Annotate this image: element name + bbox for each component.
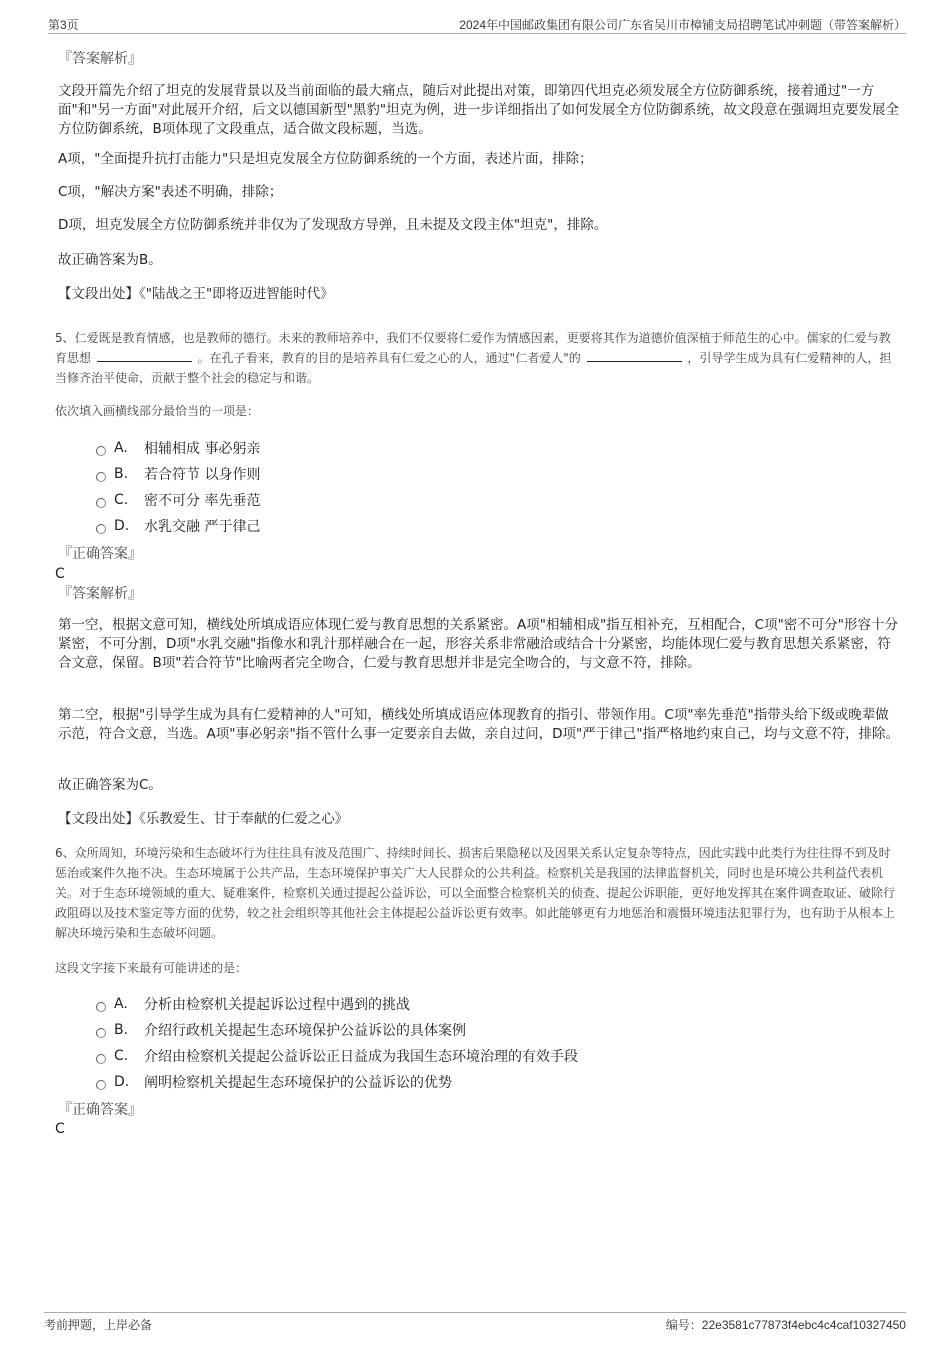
q6-correct-label: 『正确答案』 xyxy=(58,1102,142,1118)
q5-prompt: 依次填入画横线部分最恰当的一项是： xyxy=(55,404,260,418)
q5-analysis-paragraph: 第一空，根据文意可知，横线处所填成语应体现仁爱与教育思想的关系紧密。A项"相辅相成"指互相补充，互相配合，C项"密不可分"形容十分紧密，不可分割，D项"水乳交融"指像水和乳汁那样融合在一起，形容关系非常融洽或结合十分紧密，均能体现仁爱与教育思想关系紧密，符合文意，保留。B项"若合符节"比喻两者完全吻合，仁爱与教育思想并非是完全吻合的，与文意不符，排除。 xyxy=(58,617,898,671)
q5-option-b[interactable]: B. 若合符节 以身作则 xyxy=(96,461,260,487)
radio-icon[interactable] xyxy=(96,472,106,482)
footer-slogan: 考前押题，上岸必备 xyxy=(44,1318,153,1332)
radio-icon[interactable] xyxy=(96,1002,106,1012)
q6-prompt: 这段文字接下来最有可能讲述的是： xyxy=(55,961,248,975)
q4-source: 【文段出处】《"陆战之王"即将迈进智能时代》 xyxy=(58,286,334,302)
q5-correct-label: 『正确答案』 xyxy=(58,546,142,562)
q6-correct-answer: C xyxy=(55,1121,65,1137)
radio-icon[interactable] xyxy=(96,1054,106,1064)
q4-conclusion: 故正确答案为B。 xyxy=(58,252,162,268)
q5-option-d[interactable]: D. 水乳交融 严于律己 xyxy=(96,513,260,539)
q5-conclusion: 故正确答案为C。 xyxy=(58,777,162,793)
q4-analysis-paragraph: C项，"解决方案"表述不明确，排除； xyxy=(58,184,283,200)
fill-blank-1 xyxy=(97,349,192,362)
q5-analysis-label: 『答案解析』 xyxy=(58,586,142,602)
q5-analysis-paragraph: 第二空，根据"引导学生成为具有仁爱精神的人"可知，横线处所填成语应体现教育的指引、带领作用。C项"率先垂范"指带头给下级或晚辈做示范，符合文意，当选。A项"事必躬亲"指不管什么事一定要亲自去做，亲自过问，D项"严于律己"指严格地约束自己，均与文意不符，排除。 xyxy=(58,707,899,742)
page-footer xyxy=(44,1312,906,1333)
q4-analysis-paragraph: 文段开篇先介绍了坦克的发展背景以及当前面临的最大痛点，随后对此提出对策，即第四代坦克必须发展全方位防御系统，接着通过"一方面"和"另一方面"对此展开介绍，后文以德国新型"黑豹"坦克为例，进一步详细指出了如何发展全方位防御系统，故文段意在强调坦克要发展全方位防御系统，B项体现了文段重点，适合做文段标题，当选。 xyxy=(58,83,900,137)
q5-options xyxy=(96,435,260,539)
q4-analysis-paragraph: A项，"全面提升抗打击能力"只是坦克发展全方位防御系统的一个方面，表述片面，排除； xyxy=(58,151,593,167)
q6-options xyxy=(96,991,578,1095)
document-title: 2024年中国邮政集团有限公司广东省吴川市樟铺支局招聘笔试冲刺题（带答案解析） xyxy=(459,18,906,32)
q6-option-a[interactable]: A. 分析由检察机关提起诉讼过程中遇到的挑战 xyxy=(96,991,578,1017)
q5-correct-answer: C xyxy=(55,566,65,582)
q4-analysis-label: 『答案解析』 xyxy=(58,51,142,67)
q5-option-a[interactable]: A. 相辅相成 事必躬亲 xyxy=(96,435,260,461)
page-header xyxy=(48,14,906,34)
radio-icon[interactable] xyxy=(96,498,106,508)
radio-icon[interactable] xyxy=(96,446,106,456)
fill-blank-2 xyxy=(587,349,682,362)
q5-source: 【文段出处】《乐教爱生、甘于奉献的仁爱之心》 xyxy=(58,811,349,827)
radio-icon[interactable] xyxy=(96,524,106,534)
q5-option-c[interactable]: C. 密不可分 率先垂范 xyxy=(96,487,260,513)
q6-option-d[interactable]: D. 阐明检察机关提起生态环境保护的公益诉讼的优势 xyxy=(96,1069,578,1095)
q4-analysis-paragraph: D项，坦克发展全方位防御系统并非仅为了发现敌方导弹，且未提及文段主体"坦克"，排除。 xyxy=(58,217,608,233)
page-number: 第3页 xyxy=(48,18,79,32)
q6-option-b[interactable]: B. 介绍行政机关提起生态环境保护公益诉讼的具体案例 xyxy=(96,1017,578,1043)
radio-icon[interactable] xyxy=(96,1028,106,1038)
q5-stem: 5、仁爱既是教育情感，也是教师的德行。未来的教师培养中，我们不仅要将仁爱作为情感因素，更要将其作为道德价值深植于师范生的心中。儒家的仁爱与教育思想 。在孔子看来，教育的目的是培养具有仁爱之心的人，通过"仁者爱人"的 ，引导学生成为具有仁爱精神的人，担当修齐治平使命，贡献于整个社会的稳定与和谐。 xyxy=(55,331,892,385)
document-serial: 编号：22e3581c77873f4ebc4c4caf10327450 xyxy=(665,1318,906,1332)
q6-stem: 6、众所周知，环境污染和生态破坏行为往往具有波及范围广、持续时间长、损害后果隐秘以及因果关系认定复杂等特点，因此实践中此类行为往往得不到及时惩治或案件久拖不决。生态环境属于公共产品，生态环境保护事关广大人民群众的公共利益。检察机关是我国的法律监督机关，同时也是环境公共利益代表机关。对于生态环境领域的重大、疑难案件，检察机关通过提起公益诉讼，可以全面整合检察机关的侦查、提起公诉职能，更好地发挥其在案件调查取证、破除行政阻碍以及技术鉴定等方面的优势，较之社会组织等其他社会主体提起公益诉讼更有效率。如此能够更有力地惩治和震慑环境违法犯罪行为，也有助于从根本上解决环境污染和生态破坏问题。 xyxy=(55,846,896,940)
q6-option-c[interactable]: C. 介绍由检察机关提起公益诉讼正日益成为我国生态环境治理的有效手段 xyxy=(96,1043,578,1069)
radio-icon[interactable] xyxy=(96,1080,106,1090)
